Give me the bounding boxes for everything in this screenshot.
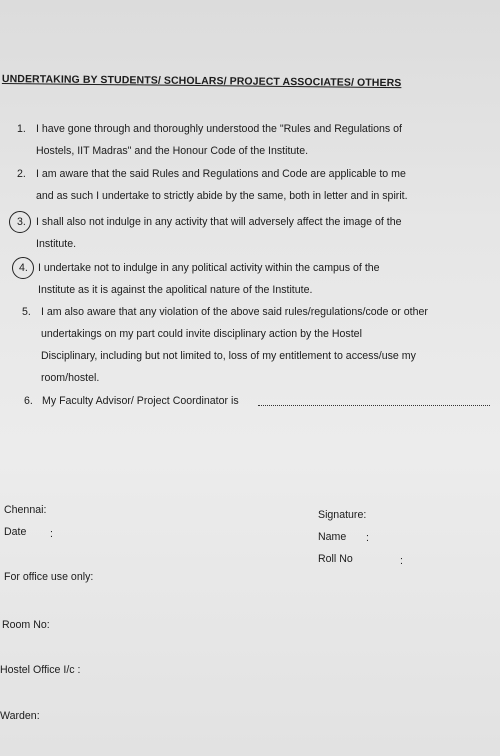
clause-line: I shall also not indulge in any activity that will adversely affect the image of the: [36, 216, 402, 228]
clause-line: Institute as it is against the apolitical nature of the Institute.: [38, 284, 313, 296]
clause-line: and as such I undertake to strictly abide by the same, both in letter and in spirit.: [36, 190, 408, 202]
warden-label: Warden:: [0, 710, 40, 722]
date-colon: :: [50, 528, 53, 540]
clause-line: Disciplinary, including but not limited to, loss of my entitlement to access/use my: [41, 350, 416, 362]
clause-line: I undertake not to indulge in any political activity within the campus of the: [38, 262, 380, 274]
clause-number: 3.: [17, 216, 26, 228]
room-no-label: Room No:: [2, 619, 50, 631]
clause-line: room/hostel.: [41, 372, 100, 384]
name-label: Name: [318, 531, 347, 543]
clause-line: My Faculty Advisor/ Project Coordinator is: [42, 395, 239, 407]
signature-label: Signature:: [318, 509, 367, 521]
office-use-label: For office use only:: [4, 571, 94, 583]
chennai-label: Chennai:: [4, 504, 47, 516]
clause-number: 4.: [19, 262, 28, 274]
clause-line: Hostels, IIT Madras" and the Honour Code of the Institute.: [36, 145, 309, 157]
clause-number: 2.: [17, 168, 26, 180]
clause-number: 5.: [22, 306, 31, 318]
clause-number: 1.: [17, 123, 26, 135]
name-colon: :: [366, 532, 369, 544]
hostel-office-label: Hostel Office I/c :: [0, 664, 81, 676]
clause-number: 6.: [24, 395, 33, 407]
form-heading: UNDERTAKING BY STUDENTS/ SCHOLARS/ PROJECT ASSOCIATES/ OTHERS: [1, 73, 402, 90]
clause-line: I have gone through and thoroughly understood the "Rules and Regulations of: [36, 123, 402, 135]
clause-line: I am aware that the said Rules and Regulations and Code are applicable to me: [36, 168, 406, 180]
roll-no-label: Roll No: [318, 553, 353, 565]
clause-line: I am also aware that any violation of the above said rules/regulations/code or other: [41, 306, 428, 318]
faculty-advisor-blank[interactable]: [258, 405, 490, 406]
roll-no-colon: :: [400, 555, 403, 567]
clause-line: undertakings on my part could invite disciplinary action by the Hostel: [41, 328, 362, 340]
clause-line: Institute.: [36, 238, 77, 250]
date-label: Date: [4, 526, 27, 538]
